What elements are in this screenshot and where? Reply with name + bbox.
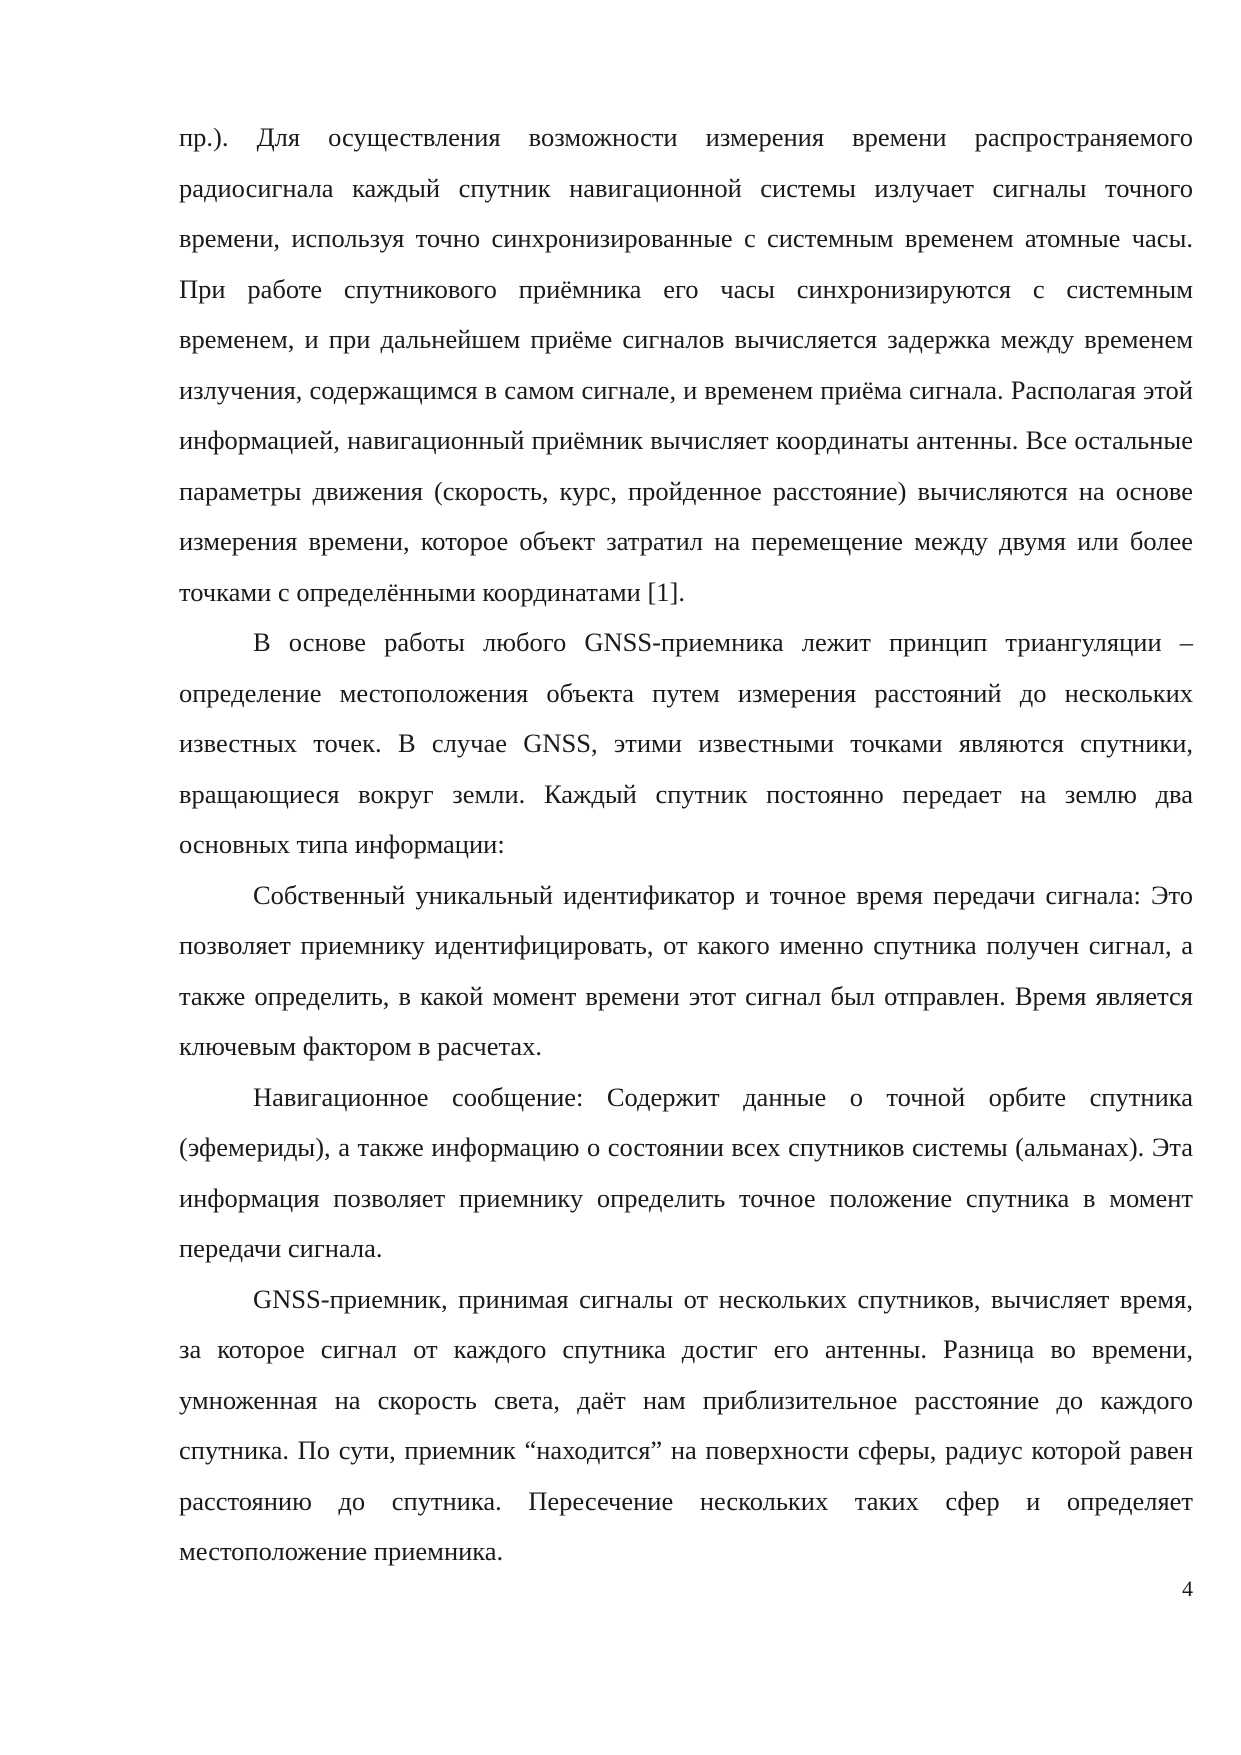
text-body xyxy=(179,112,1193,1577)
paragraph-2: В основе работы любого GNSS-приемника лежит принцип триангуляции – определение местоположения объекта путем измерения расстояний до нескольких известных точек. В случае GNSS, этими известными точками являются спутники, вращающиеся вокруг земли. Каждый спутник постоянно передает на землю два основных типа информации: xyxy=(179,627,1193,859)
paragraph-4: Навигационное сообщение: Содержит данные о точной орбите спутника (эфемериды), а также информацию о состоянии всех спутников системы (альманах). Эта информация позволяет приемнику определить точное положение спутника в момент передачи сигнала. xyxy=(179,1081,1193,1263)
paragraph-3: Собственный уникальный идентификатор и точное время передачи сигнала: Это позволяет приемнику идентифицировать, от какого именно спутника получен сигнал, а также определить, в какой момент времени этот сигнал был отправлен. Время является ключевым фактором в расчетах. xyxy=(179,879,1193,1061)
paragraph-5: GNSS-приемник, принимая сигналы от нескольких спутников, вычисляет время, за которое сигнал от каждого спутника достиг его антенны. Разница во времени, умноженная на скорость света, даёт нам приблизительное расстояние до каждого спутника. По сути, приемник “находится” на поверхности сферы, радиус которой равен расстоянию до спутника. Пересечение нескольких таких сфер и определяет местоположение приемника. xyxy=(179,1283,1193,1566)
paragraph-1: пр.). Для осуществления возможности измерения времени распространяемого радиосигнала каждый спутник навигационной системы излучает сигналы точного времени, используя точно синхронизированные с системным временем атомные часы. При работе спутникового приёмника его часы синхронизируются с системным временем, и при дальнейшем приёме сигналов вычисляется задержка между временем излучения, содержащимся в самом сигнале, и временем приёма сигнала. Располагая этой информацией, навигационный приёмник вычисляет координаты антенны. Все остальные параметры движения (скорость, курс, пройденное расстояние) вычисляются на основе измерения времени, которое объект затратил на перемещение между двумя или более точками с определёнными координатами [1]. xyxy=(179,122,1193,607)
page-number: 4 xyxy=(1182,1576,1193,1601)
